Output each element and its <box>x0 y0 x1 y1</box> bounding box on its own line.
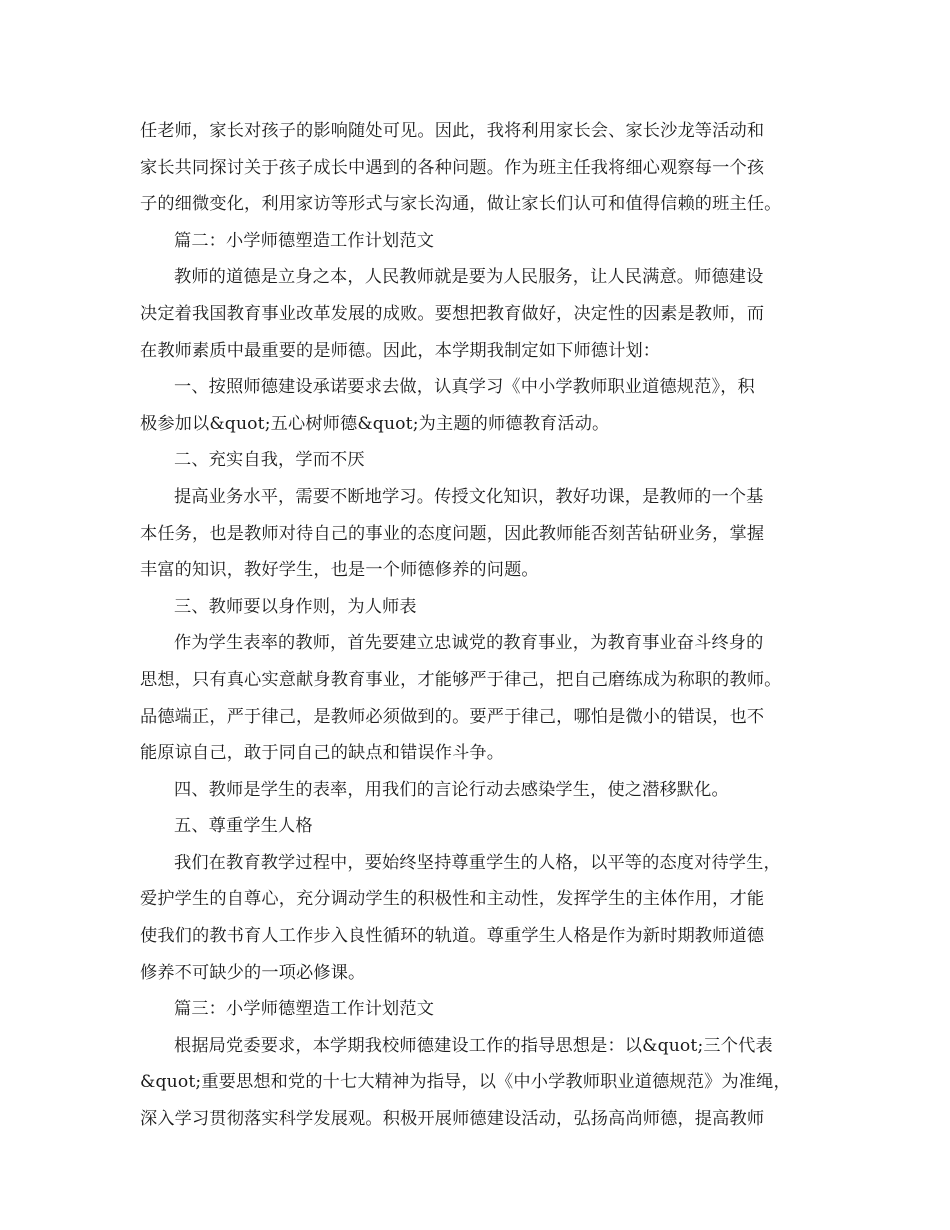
text-line: 我们在教育教学过程中，要始终坚持尊重学生的人格，以平等的态度对待学生， <box>174 852 781 873</box>
text-line: 决定着我国教育事业改革发展的成败。要想把教育做好，决定性的因素是教师，而 <box>140 303 765 324</box>
text-line: 修养不可缺少的一项必修课。 <box>140 962 366 983</box>
text-line: 二、充实自我，学而不厌 <box>174 450 365 471</box>
text-line: 根据局党委要求，本学期我校师德建设工作的指导思想是：以&quot;三个代表 <box>174 1035 773 1056</box>
text-line: 丰富的知识，教好学生，也是一个师德修养的问题。 <box>140 560 539 581</box>
text-line: 四、教师是学生的表率，用我们的言论行动去感染学生，使之潜移默化。 <box>174 779 729 800</box>
text-line: 篇二：小学师德塑造工作计划范文 <box>174 230 435 251</box>
text-line: 教师的道德是立身之本，人民教师就是要为人民服务，让人民满意。师德建设 <box>174 267 764 288</box>
text-line: &quot;重要思想和党的十七大精神为指导，以《中小学教师职业道德规范》为准绳， <box>140 1072 791 1093</box>
text-line: 家长共同探讨关于孩子成长中遇到的各种问题。作为班主任我将细心观察每一个孩 <box>140 157 765 178</box>
text-line: 作为学生表率的教师，首先要建立忠诚党的教育事业，为教育事业奋斗终身的 <box>174 633 764 654</box>
text-line: 一、按照师德建设承诺要求去做，认真学习《中小学教师职业道德规范》，积 <box>174 377 755 398</box>
text-line: 本任务，也是教师对待自己的事业的态度问题，因此教师能否刻苦钻研业务，掌握 <box>140 523 765 544</box>
text-line: 五、尊重学生人格 <box>174 816 313 837</box>
text-line: 思想，只有真心实意献身教育事业，才能够严于律己，把自己磨练成为称职的教师。 <box>140 669 782 690</box>
text-line: 爱护学生的自尊心，充分调动学生的积极性和主动性，发挥学生的主体作用，才能 <box>140 889 765 910</box>
document-body <box>140 113 820 1138</box>
text-line: 使我们的教书育人工作步入良性循环的轨道。尊重学生人格是作为新时期教师道德 <box>140 926 765 947</box>
text-line: 品德端正，严于律己，是教师必须做到的。要严于律己，哪怕是微小的错误，也不 <box>140 706 765 727</box>
text-line: 三、教师要以身作则，为人师表 <box>174 596 417 617</box>
text-line: 提高业务水平，需要不断地学习。传授文化知识，教好功课，是教师的一个基 <box>174 486 764 507</box>
text-line: 能原谅自己，敢于同自己的缺点和错误作斗争。 <box>140 743 505 764</box>
text-line: 子的细微变化，利用家访等形式与家长沟通，做让家长们认可和值得信赖的班主任。 <box>140 194 782 215</box>
text-line: 篇三：小学师德塑造工作计划范文 <box>174 999 435 1020</box>
text-line: 任老师，家长对孩子的影响随处可见。因此，我将利用家长会、家长沙龙等活动和 <box>140 121 765 141</box>
text-line: 在教师素质中最重要的是师德。因此，本学期我制定如下师德计划： <box>140 340 661 361</box>
text-line: 深入学习贯彻落实科学发展观。积极开展师德建设活动，弘扬高尚师德，提高教师 <box>140 1109 765 1130</box>
text-line: 极参加以&quot;五心树师德&quot;为主题的师德教育活动。 <box>140 413 610 434</box>
